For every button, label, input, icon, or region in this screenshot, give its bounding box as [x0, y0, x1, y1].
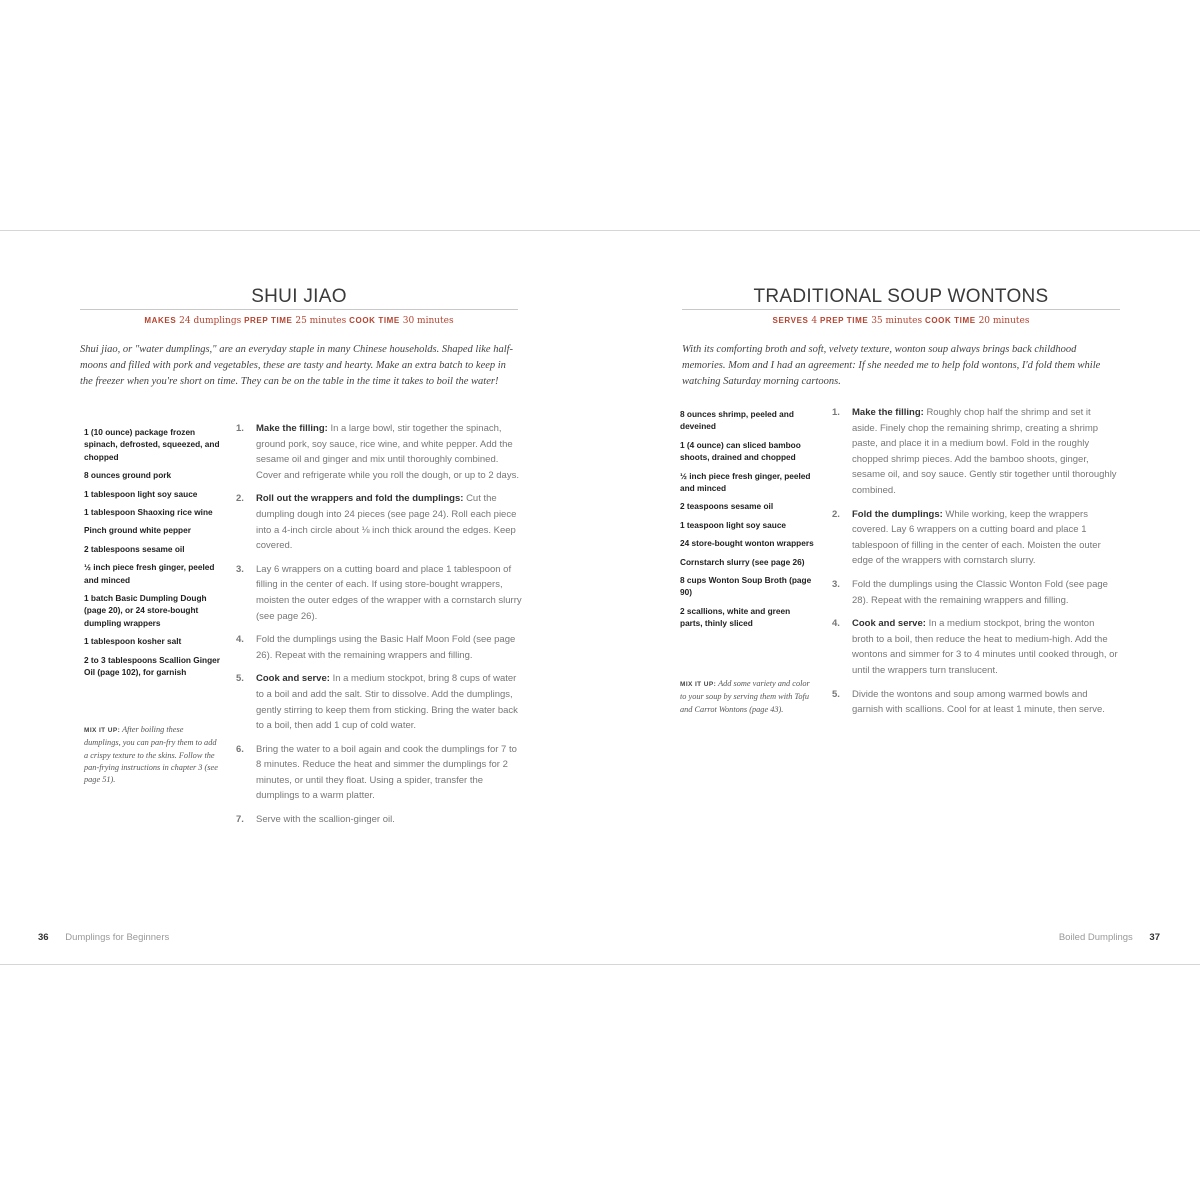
ingredient-item: 1 tablespoon light soy sauce: [84, 488, 198, 499]
instruction-step: 7. Serve with the scallion-ginger oil.: [236, 814, 395, 826]
instructions-list: [832, 405, 1118, 726]
ingredient-item: 8 cups Wonton Soup Broth (page 90): [680, 575, 812, 598]
title-divider: [682, 309, 1120, 310]
title-divider: [80, 309, 518, 310]
running-head: Dumplings for Beginners: [65, 932, 170, 943]
prep-time-value: 35 minutes: [871, 316, 923, 326]
ingredients-list: [84, 426, 224, 685]
tip-label: MIX IT UP:: [680, 681, 717, 688]
cook-time-value: 20 minutes: [978, 316, 1030, 326]
recipe-title: SHUI JIAO: [251, 286, 347, 307]
tip-label: MIX IT UP:: [84, 727, 121, 734]
tip-text: After boiling these dumplings, you can pan-fry them to add a crispy texture to the skins. Follow the pan-frying instructions in chapter 3 (see page 51).: [84, 725, 218, 785]
page-number: 37: [1149, 932, 1160, 943]
ingredient-item: 2 teaspoons sesame oil: [680, 501, 774, 512]
page-footer: [38, 932, 169, 943]
cook-time-label: COOK TIME: [349, 316, 400, 325]
book-spread: [0, 230, 1200, 965]
ingredient-item: 1 batch Basic Dumpling Dough (page 20), or 24 store-bought dumpling wrappers: [84, 593, 207, 628]
ingredient-item: Cornstarch slurry (see page 26): [680, 556, 805, 567]
ingredients-list: [680, 408, 815, 636]
prep-time-label: PREP TIME: [244, 316, 293, 325]
ingredient-item: 1 teaspoon light soy sauce: [680, 519, 787, 530]
instruction-step: 5. Divide the wontons and soup among warmed bowls and garnish with scallions. Cool for at least 1 minute, then serve.: [832, 688, 1105, 716]
instruction-step: 6. Bring the water to a boil again and cook the dumplings for 7 to 8 minutes. Reduce the heat and simmer the dumplings for 2 minutes, or until they float. Using a spider, transfer the dumplings to a warm platter.: [236, 743, 517, 802]
instruction-step: 4. Fold the dumplings using the Basic Half Moon Fold (see page 26). Repeat with the remaining wrappers and filling.: [236, 634, 516, 661]
left-page: [0, 231, 600, 964]
instruction-step: 1. Make the filling: In a large bowl, stir together the spinach, ground pork, soy sauce, rice wine, and white pepper. Add the sesame oil and ginger and mix until thoroughly combined. Cover and refrigerate while you roll the dough, or up to 2 days.: [236, 423, 519, 481]
ingredient-item: 1 (10 ounce) package frozen spinach, defrosted, squeezed, and chopped: [84, 427, 220, 462]
yield-value: 24 dumplings: [179, 316, 242, 326]
tip-text: Add some variety and color to your soup by serving them with Tofu and Carrot Wontons (page 43).: [680, 679, 810, 714]
instruction-step: 5. Cook and serve: In a medium stockpot, bring 8 cups of water to a boil and add the salt. Stir to dissolve. Add the dumplings, gently stirring to keep them from sticking. Bring the water back to a boil, then add 1 cup of cold water.: [236, 673, 518, 732]
running-head: Boiled Dumplings: [1058, 932, 1133, 943]
recipe-meta: [682, 316, 1120, 326]
ingredient-item: ½ inch piece fresh ginger, peeled and minced: [680, 470, 811, 494]
right-page: [600, 231, 1200, 964]
instruction-step: 1. Make the filling: Roughly chop half the shrimp and set it aside. Finely chop the remaining shrimp, creating a shrimp paste, and place it in a medium bowl. Fold in the roughly chopped shrimp pieces. Add the bamboo shoots, ginger, sesame oil, and soy sauce. Gently stir together until thoroughly combined.: [832, 407, 1117, 496]
ingredient-item: 1 tablespoon kosher salt: [84, 636, 182, 647]
ingredient-item: 2 scallions, white and green parts, thinly sliced: [680, 605, 791, 629]
recipe-intro: Shui jiao, or "water dumplings," are an everyday staple in many Chinese households. Shaped like half-moons and filled with pork and vegetables, these are tasty and hearty. Make an extra batch to keep in the freezer when you're short on time. They can be on the table in the time it takes to boil the water!: [80, 344, 514, 387]
instruction-step: 4. Cook and serve: In a medium stockpot, bring the wonton broth to a boil, then reduce the heat to medium-high. Add the wontons and simmer for 3 to 4 minutes until cooked through, or until the wrappers turn translucent.: [832, 618, 1118, 676]
instructions-list: [236, 421, 522, 836]
ingredient-item: 2 to 3 tablespoons Scallion Ginger Oil (page 102), for garnish: [84, 654, 221, 678]
ingredient-item: 8 ounces ground pork: [84, 470, 172, 481]
prep-time-label: PREP TIME: [819, 316, 869, 325]
recipe-meta: [80, 316, 518, 326]
yield-label: SERVES: [772, 316, 809, 325]
instruction-step: 2. Fold the dumplings: While working, keep the wrappers covered. Lay 6 wrappers on a cutting board and place 1 tablespoon of filling in the center of each. Moisten the outer edge of the wrappers with cornstarch slurry.: [832, 508, 1101, 567]
yield-value: 4: [811, 316, 818, 326]
cook-time-label: COOK TIME: [924, 316, 976, 325]
ingredient-item: ½ inch piece fresh ginger, peeled and minced: [84, 562, 215, 585]
mix-it-up-tip: [84, 724, 219, 786]
ingredient-item: 8 ounces shrimp, peeled and deveined: [680, 409, 794, 432]
yield-label: MAKES: [144, 316, 177, 325]
recipe-intro: With its comforting broth and soft, velvety texture, wonton soup always brings back childhood memories. Mom and I had an agreement: If she needed me to help fold wontons, I'd fold them while watching Saturday morning cartoons.: [682, 344, 1101, 387]
page-number: 36: [38, 932, 49, 943]
recipe-title: TRADITIONAL SOUP WONTONS: [753, 286, 1049, 307]
page-footer: [1059, 932, 1160, 943]
ingredient-item: 2 tablespoons sesame oil: [84, 543, 185, 554]
instruction-step: 3. Lay 6 wrappers on a cutting board and place 1 tablespoon of filling in the center of each. If using store-bought wrappers, moisten the outer edges of the wrapper with a cornstarch slurry (see page 26).: [236, 563, 522, 622]
instruction-step: 3. Fold the dumplings using the Classic Wonton Fold (see page 28). Repeat with the remaining wrappers and filling.: [832, 578, 1108, 606]
ingredient-item: 24 store-bought wonton wrappers: [680, 538, 814, 549]
ingredient-item: Pinch ground white pepper: [84, 525, 191, 536]
ingredient-item: 1 (4 ounce) can sliced bamboo shoots, drained and chopped: [680, 439, 801, 463]
prep-time-value: 25 minutes: [295, 316, 347, 326]
instruction-step: 2. Roll out the wrappers and fold the dumplings: Cut the dumpling dough into 24 pieces (see page 24). Roll each piece into a 4-inch circle about ⅛ inch thick around the edges. Keep covered.: [236, 493, 517, 552]
ingredient-item: 1 tablespoon Shaoxing rice wine: [84, 507, 213, 518]
cook-time-value: 30 minutes: [402, 316, 454, 326]
mix-it-up-tip: [680, 678, 815, 716]
